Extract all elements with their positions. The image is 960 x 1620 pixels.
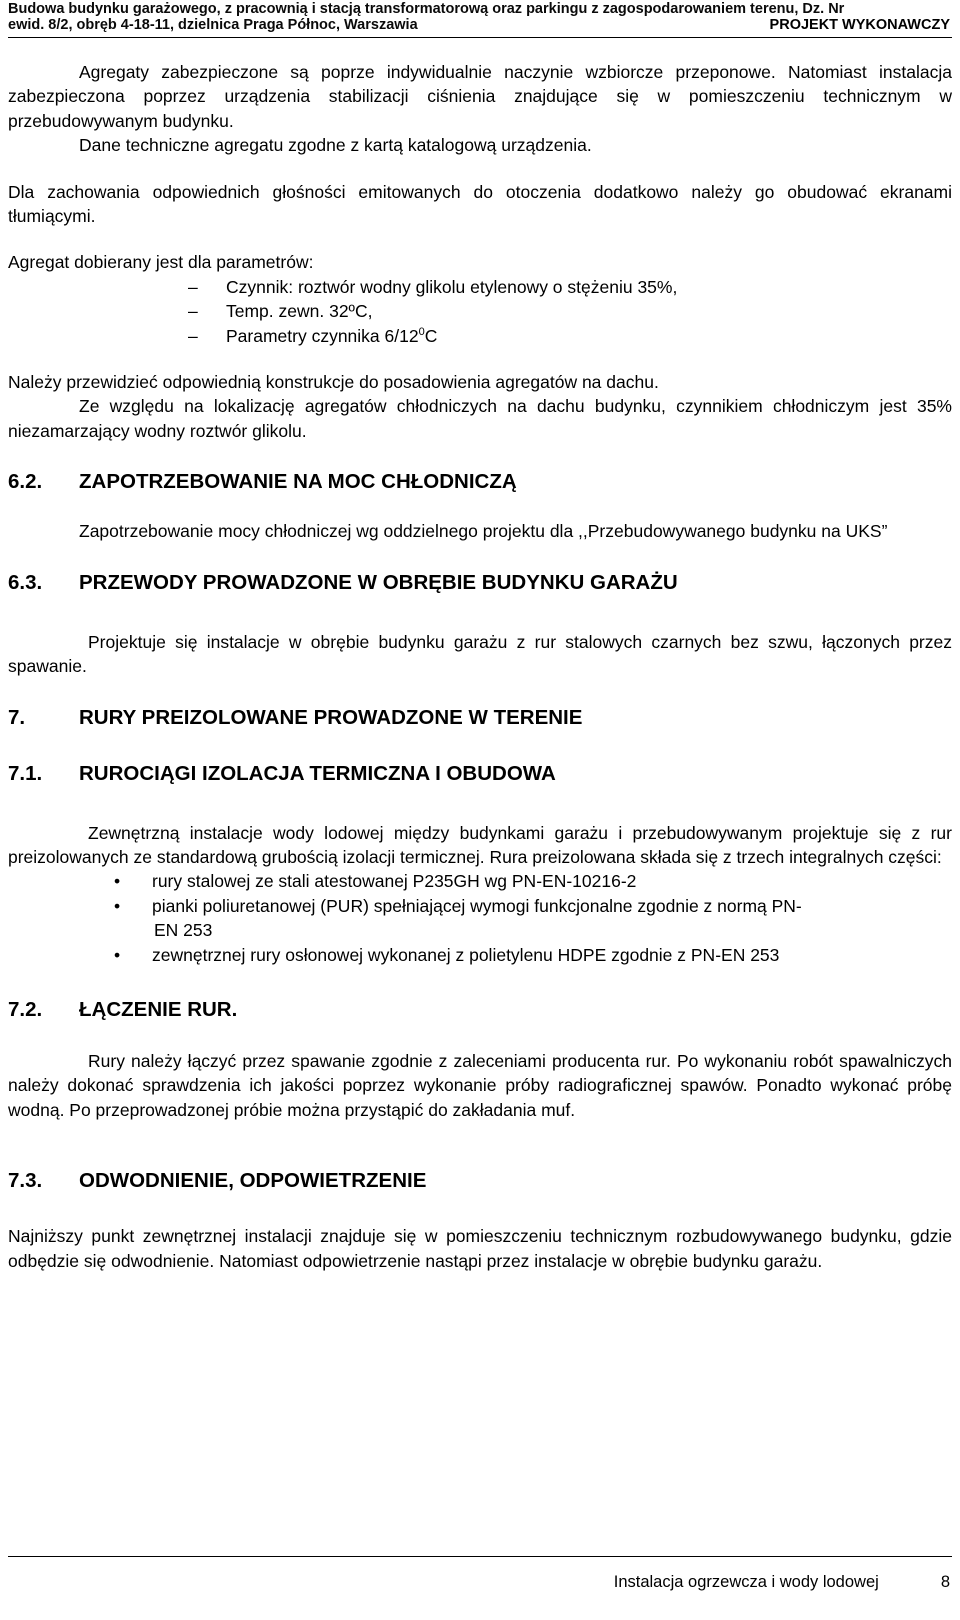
footer-title: Instalacja ogrzewcza i wody lodowej bbox=[613, 1573, 879, 1591]
section-heading-7: 7. RURY PREIZOLOWANE PROWADZONE W TERENIE bbox=[8, 705, 583, 729]
dash-bullet-icon: – bbox=[188, 325, 198, 346]
section-heading-7-2: 7.2. ŁĄCZENIE RUR. bbox=[8, 997, 238, 1021]
bullet-icon: • bbox=[114, 871, 121, 892]
dash-bullet-icon: – bbox=[188, 276, 198, 297]
paragraph-refrigerant: Ze względu na lokalizację agregatów chłodniczych na dachu budynku, czynnikiem chłodniczym jest 35% niezamarzający wodny roztwór glikolu. bbox=[8, 396, 952, 441]
header-project-title: Budowa budynku garażowego, z pracownią i stacją transformatorową oraz parkingu z zagospodarowaniem terenu, Dz. Nr bbox=[8, 1, 845, 17]
section-heading-6-3: 6.3. PRZEWODY PROWADZONE W OBRĘBIE BUDYNKU GARAŻU bbox=[8, 570, 678, 594]
list-item: – Parametry czynnika $6/12^0C$ bbox=[8, 324, 952, 348]
paragraph-parameters-intro: Agregat dobierany jest dla parametrów: bbox=[8, 252, 314, 273]
section-6-2-body: Zapotrzebowanie mocy chłodniczej wg oddzielnego projektu dla ,,Przebudowywanego budynku na UKS” bbox=[79, 521, 888, 542]
page-number: 8 bbox=[940, 1573, 950, 1591]
parameters-list bbox=[8, 275, 952, 348]
section-heading-6-2: 6.2. ZAPOTRZEBOWANIE NA MOC CHŁODNICZĄ bbox=[8, 470, 517, 494]
section-7-2-body: Rury należy łączyć przez spawanie zgodnie z zaleceniami producenta rur. Po wykonaniu robót spawalniczych należy dokonać sprawdzenia ich jakości poprzez wykonanie próby radiograficznej spawów. Ponadto wykonać próbę wodną. Po przeprowadzonej próbie można przystąpić do zakładania muf. bbox=[8, 1050, 952, 1120]
list-item: – Temp. zewn. 32ºC, bbox=[8, 299, 952, 323]
section-heading-7-1: 7.1. RUROCIĄGI IZOLACJA TERMICZNA I OBUDOWA bbox=[8, 761, 556, 785]
footer-divider bbox=[8, 1556, 952, 1557]
header-document-type: PROJEKT WYKONAWCZY bbox=[769, 17, 950, 33]
paragraph-noise-screens: Dla zachowania odpowiednich głośności emitowanych do otoczenia dodatkowo należy go obudować ekranami tłumiącymi. bbox=[8, 181, 952, 227]
header-location: ewid. 8/2, obręb 4-18-11, dzielnica Praga Północ, Warszawia bbox=[8, 17, 418, 33]
section-heading-7-3: 7.3. ODWODNIENIE, ODPOWIETRZENIE bbox=[8, 1169, 427, 1193]
bullet-icon: • bbox=[114, 944, 121, 965]
pipe-components-list bbox=[8, 869, 952, 967]
paragraph-technical-data: Dane techniczne agregatu zgodne z kartą katalogową urządzenia. bbox=[79, 135, 592, 156]
list-item: • rury stalowej ze stali atestowanej P235GH wg PN-EN-10216-2 bbox=[8, 869, 952, 893]
list-item: • zewnętrznej rury osłonowej wykonanej z polietylenu HDPE zgodnie z PN-EN 253 bbox=[8, 943, 952, 967]
dash-bullet-icon: – bbox=[188, 301, 198, 322]
page-footer bbox=[614, 1573, 950, 1592]
paragraph-expansion-vessels: Agregaty zabezpieczone są poprze indywidualnie naczynie wzbiorcze przeponowe. Natomiast instalacja zabezpieczona poprzez urządzenia stabilizacji ciśnienia znajdujące się w pomieszczeniu technicznym w przebudowywanym budynku. bbox=[8, 62, 952, 131]
page-header bbox=[0, 0, 960, 40]
list-item: • pianki poliuretanowej (PUR) spełniającej wymogi funkcjonalne zgodnie z normą PN- EN 253 bbox=[114, 895, 802, 941]
section-6-3-body: Projektuje się instalacje w obrębie budynku garażu z rur stalowych czarnych bez szwu, łączonych przez spawanie. bbox=[8, 631, 952, 677]
bullet-icon: • bbox=[114, 895, 121, 916]
paragraph-roof-construction: Należy przewidzieć odpowiednią konstrukcje do posadowienia agregatów na dachu. bbox=[8, 372, 659, 393]
header-divider bbox=[8, 37, 952, 38]
section-7-1-body: Zewnętrzną instalacje wody lodowej między budynkami garażu i przebudowywanym projektuje się z rur preizolowanych ze standardową grubością izolacji termicznej. Rura preizolowana składa się z trzech integralnych części: bbox=[8, 822, 952, 867]
document-body bbox=[8, 60, 952, 1273]
list-item: – Czynnik: roztwór wodny glikolu etylenowy o stężeniu 35%, bbox=[8, 275, 952, 299]
section-7-3-body: Najniższy punkt zewnętrznej instalacji znajduje się w pomieszczeniu technicznym rozbudowywanego budynku, gdzie odbędzie się odwodnienie. Natomiast odpowietrzenie nastąpi przez instalacje w obrębie budynku garażu. bbox=[8, 1226, 952, 1271]
